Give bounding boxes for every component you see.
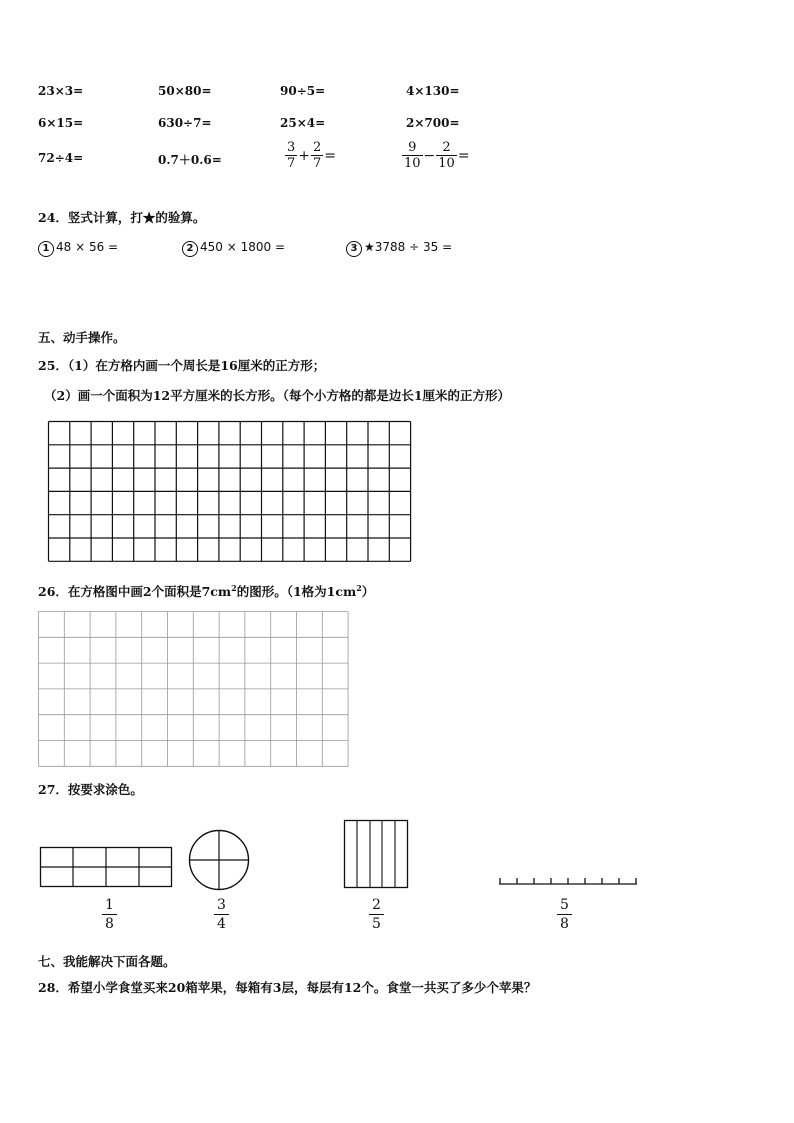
oral-calc-6: 630÷7=	[158, 116, 212, 130]
q24-item-2: 2 450 × 1800 =	[182, 240, 285, 257]
segmented-line-eighths	[499, 876, 639, 886]
q25-line-2: （2）画一个面积为12平方厘米的长方形。（每个小方格的都是边长1厘米的正方形）	[44, 388, 511, 403]
fraction-label-4: 5 8	[557, 896, 572, 933]
rectangle-fifths-shape	[344, 820, 408, 888]
circle-quarters-shape	[188, 829, 250, 891]
fraction-label-1: 1 8	[102, 896, 117, 933]
fraction-label-3: 2 5	[369, 896, 384, 933]
q26-grid	[38, 611, 350, 767]
q26-title: 26．在方格图中画2个面积是$7cm^2$的图形。（1格为$1cm^2$）	[38, 582, 375, 599]
q24-item-1: 1 48 × 56 =	[38, 240, 118, 257]
section-seven-heading: 七、我能解决下面各题。	[38, 954, 176, 969]
oral-calc-5: 6×15=	[38, 116, 84, 130]
oral-calc-7: 25×4=	[280, 116, 326, 130]
fraction-expression-2: $\frac{9}{10}$ − $\frac{2}{10}$ =	[404, 140, 470, 171]
oral-calc-1: 23×3=	[38, 84, 84, 98]
rectangle-eighths-shape	[40, 847, 172, 887]
q24-title: 24．竖式计算，打★的验算。	[38, 210, 206, 225]
q27-title: 27．按要求涂色。	[38, 782, 143, 797]
oral-calc-9: 72÷4=	[38, 151, 84, 165]
q24-item-3: 3 ★3788 ÷ 35 =	[346, 240, 452, 257]
section-five-heading: 五、动手操作。	[38, 330, 126, 345]
oral-calc-8: 2×700=	[406, 116, 460, 130]
q25-grid	[48, 421, 412, 563]
oral-calc-2: 50×80=	[158, 84, 212, 98]
fraction-expression-1: $\frac{3}{7}$ + $\frac{2}{7}$ =	[287, 140, 337, 171]
q28-text: 28．希望小学食堂买来20箱苹果，每箱有3层，每层有12个。食堂一共买了多少个苹果？	[38, 980, 537, 995]
oral-calc-4: 4×130=	[406, 84, 460, 98]
oral-calc-10: 0.7＋0.6=	[158, 153, 222, 167]
oral-calc-3: 90÷5=	[280, 84, 326, 98]
q25-line-1: 25．（1）在方格内画一个周长是16厘米的正方形；	[38, 358, 326, 373]
fraction-label-2: 3 4	[214, 896, 229, 933]
